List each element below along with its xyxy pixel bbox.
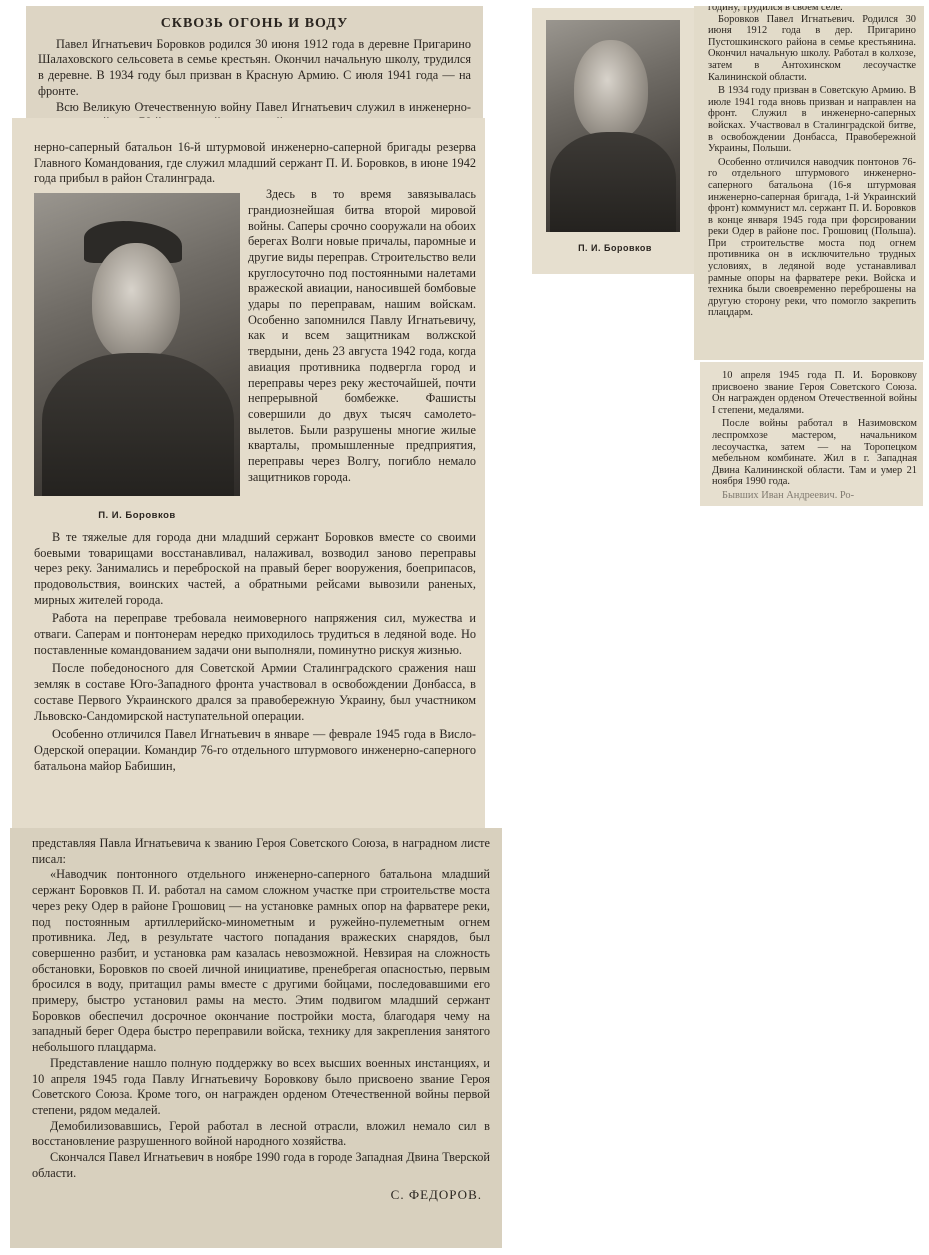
intro-paragraph-2: Всю Великую Отечественную войну Павел Игнатьевич служил в инженерно- (56, 99, 471, 114)
face (574, 40, 648, 140)
conclusion-paragraph-4: Демобилизовавшись, Герой работал в лесной отрасли, вложил немало сил в восстановление разрушенного войной народного хозяйства. (32, 1118, 490, 1149)
encyclopedia-continuation-clipping (700, 362, 923, 506)
soldier-photo-block (34, 193, 240, 524)
body-wrapped-paragraph: Здесь в то время завязывалась грандиознейшая битва второй мировой войны. Саперы срочно сооружали на обоих берегах Волги новые причалы, паромные и другие виды переправ. Строительство вели круглосуточно под постоянными налетами вражеской авиации, наносившей бомбовые удары по переправам, нашим войскам. Особенно запомнился Павлу Игнатьевичу, как и всем защитникам волжской твердыни, день 23 августа 1942 года, когда авиация противника подвергла город и переправы через реку жесточайшей, почти непрерывной бомбежке. Фашисты совершили до двух тысяч самолето-вылетов. Были разрушены многие жилые кварталы, промышленные предприятия, переправы через Волгу, погибло немало защитников города. (248, 187, 476, 484)
uniform (42, 353, 234, 496)
soldier-portrait-photo (34, 193, 240, 496)
encyclopedia-entry-clipping (694, 6, 924, 360)
continuation-paragraph-1: 10 апреля 1945 года П. И. Боровкову присвоено звание Героя Советского Союза. Он награжден орденом Отечественной войны I степени, медалями. (712, 370, 917, 416)
entry-paragraph-3: Особенно отличился наводчик понтонов 76-го отдельного штурмового инженерно-саперного батальона (16-я штурмовая инженерно-саперная бригада, 1-й Украинский фронт) коммунист мл. сержант П. И. Боровков в конце января 1945 года при форсировании реки Одер в районе пос. Грошовиц (Польша). При строительстве моста под огнем противника он в исключительно трудных условиях, в ледяной воде устанавливал рамные опоры на фарватере реки. Войска и техника были своевременно переброшены на другую сторону реки, что помогло закрепить плацдарм. (708, 156, 916, 319)
intro-paragraph-1: Павел Игнатьевич Боровков родился 30 июня 1912 года в деревне Пригарино Шалаховского сельсовета в семье крестьян. Окончил начальную школу, трудился в деревне. В 1934 году был призван в Красную Армию. С июля 1941 года — на фронте. (38, 36, 471, 98)
continuation-bottom-fragment: Бывших Иван Андреевич. Ро- (722, 489, 855, 501)
article-intro-clipping (26, 6, 483, 136)
entry-top-fragment: годину, трудился в своем селе. (708, 6, 843, 13)
encyclopedia-photo-clipping (532, 8, 698, 274)
body-paragraph-2: Работа на переправе требовала неимоверного напряжения сил, мужества и отваги. Саперам и понтонерам нередко приходилось трудиться в ледяной воде. Но поставленные командованием задачи они выполняли, поминутно рискуя жизнью. (34, 611, 476, 657)
encyclopedia-portrait-photo (546, 20, 680, 232)
body-paragraph-3: После победоносного для Советской Армии Сталинградского сражения наш земляк в составе Юго-Западного фронта участвовал в освобождении Донбасса, в составе Первого Украинского дрался за правобережную Украину, был участником Львовско-Сандомирской наступательной операции. (34, 661, 476, 723)
article-conclusion-clipping (10, 828, 502, 1248)
body-lead-paragraph: нерно-саперный батальон 16-й штурмовой инженерно-саперной бригады резерва Главного Командования, где служил младший сержант П. И. Боровков, в июне 1942 года прибыл в район Сталинграда. (34, 140, 476, 186)
article-title: СКВОЗЬ ОГОНЬ И ВОДУ (160, 16, 349, 31)
encyclopedia-photo-caption: П. И. Боровков (578, 243, 652, 253)
uniform (550, 132, 676, 232)
article-body-clipping (12, 118, 485, 830)
body-paragraph-1: В те тяжелые для города дни младший сержант Боровков вместе со своими боевыми товарищами восстанавливал, налаживал, возводил заново переправы через реку. Занимались и переброской на правый берег вооружения, боеприпасов, продовольствия, воинских частей, а обратными рейсами вывозили раненых, мирных жителей города. (34, 529, 476, 607)
photo-caption: П. И. Боровков (98, 510, 176, 522)
conclusion-paragraph-5: Скончался Павел Игнатьевич в ноябре 1990 года в городе Западная Двина Тверской области. (32, 1150, 490, 1180)
continuation-paragraph-2: После войны работал в Назимовском леспромхозе мастером, начальником лесоучастка, затем — на Торопецком мебельном комбинате. Жил в г. Западная Двина Калининской области. Там и умер 21 ноября 1990 года. (712, 418, 917, 488)
entry-paragraph-2: В 1934 году призван в Советскую Армию. В июле 1941 года вновь призван и направлен на фронт. Служил в инженерно-саперных войсках. Участвовал в Сталинградской битве, в освобождении Донбасса, Правобережной Украины, Польши. (708, 85, 916, 155)
author-signature: С. ФЕДОРОВ. (390, 1187, 482, 1203)
conclusion-paragraph-1: представляя Павла Игнатьевича к званию Героя Советского Союза, в наградном листе писал: (32, 836, 490, 866)
face (92, 243, 180, 361)
body-paragraph-4: Особенно отличился Павел Игнатьевич в январе — феврале 1945 года в Висло-Одерской операции. Командир 76-го отдельного штурмового инженерно-саперного батальона майор Бабишин, (34, 727, 476, 773)
award-citation-quote: «Наводчик понтонного отдельного инженерно-саперного батальона младший сержант Боровков П. И. работал на самом сложном участке при строительстве моста через реку Одер в районе Грошовиц — на установке рамных опор на фарватере реки, под постоянным артиллерийско-минометным и ружейно-пулеметным огнем противника. Лед, в результате частого попадания вражеских снарядов, был совершенно разбит, и установка рам казалась невозможной. Невзирая на сложность обстановки, Боровков по своей личной инициативе, пренебрегая опасностью, первым бросился в воду, притащил рамы вместе с другими бойцами, последовавшими его примеру, быстро установил рамы на место. Этим подвигом младший сержант Боровков обеспечил досрочное окончание постройки моста, благодаря чему на западный берег Одера быстро переправили войска, технику для закрепления занятого небольшого плацдарма. (32, 867, 490, 1055)
entry-paragraph-1: Боровков Павел Игнатьевич. Родился 30 июня 1912 года в дер. Пригарино Пустошкинского района в семье крестьянина. Окончил начальную школу. Работал в колхозе, затем в Антохинском лесоучастке Калининской области. (708, 13, 916, 83)
conclusion-paragraph-3: Представление нашло полную поддержку во всех высших военных инстанциях, и 10 апреля 1945 года Павлу Игнатьевичу Боровкову было присвоено звание Героя Советского Союза. Кроме того, он награжден орденом Отечественной войны первой степени, рядом медалей. (32, 1055, 490, 1117)
